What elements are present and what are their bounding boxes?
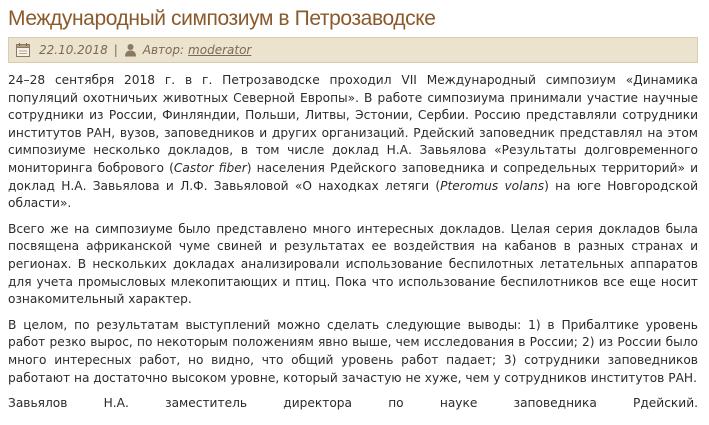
article-paragraph-1: 24–28 сентября 2018 г. в г. Петрозаводске проходил VII Международный симпозиум «Динамика популяций охотничьих животных Северной Европы». В работе симпозиума принимали участие научные сотрудники из России, Финляндии, Польши, Литвы, Эстонии, Сербии. Россию представляли сотрудники институтов РАН, вузов, заповедников и других организаций. Рдейский заповедник представлял на этом симпозиуме несколько докладов, в том числе доклад Н.А. Завьялова «Результаты долговременного мониторинга бобрового (Castor fiber) населения Рдейского заповедника и сопредельных территорий» и доклад Н.А. Завьялова и Л.Ф. Завьяловой «О находках летяги (Pteromus volans) на юге Новгородской области».: [8, 73, 698, 211]
post-title: Международный симпозиум в Петрозаводске: [8, 7, 436, 30]
user-icon: [124, 43, 137, 57]
author-link[interactable]: moderator: [188, 43, 252, 57]
article-body: [8, 72, 698, 421]
article-signature: Завьялов Н.А. заместитель директора по науке заповедника Рдейский.: [8, 396, 698, 411]
post-meta-bar: [8, 37, 698, 63]
species-name: Pteromus volans: [440, 178, 545, 193]
post-date: 22.10.2018: [39, 43, 108, 57]
species-name: Castor fiber: [173, 160, 247, 175]
article-paragraph-3: В целом, по результатам выступлений можно сделать следующие выводы: 1) в Прибалтике уровень работ резко вырос, по некоторым положениям явно выше, чем исследования в России; 2) из России было много интересных работ, но видно, что общий уровень работ падает; 3) сотрудники заповедников работают на достаточно высоком уровне, который зачастую не хуже, чем у сотрудников институтов РАН.: [8, 317, 698, 385]
meta-separator: |: [113, 43, 118, 57]
author-label: Автор:: [142, 43, 185, 57]
calendar-icon: [16, 43, 30, 57]
article-paragraph-2: Всего же на симпозиуме было представлено много интересных докладов. Целая серия докладов была посвящена африканской чуме свиней и результатах ее воздействия на кабанов в разных странах и регионах. В нескольких докладах анализировали использование беспилотных летательных аппаратов для учета промысловых млекопитающих и птиц. Пока что использование беспилотников все еще носит ознакомительный характер.: [8, 221, 698, 307]
